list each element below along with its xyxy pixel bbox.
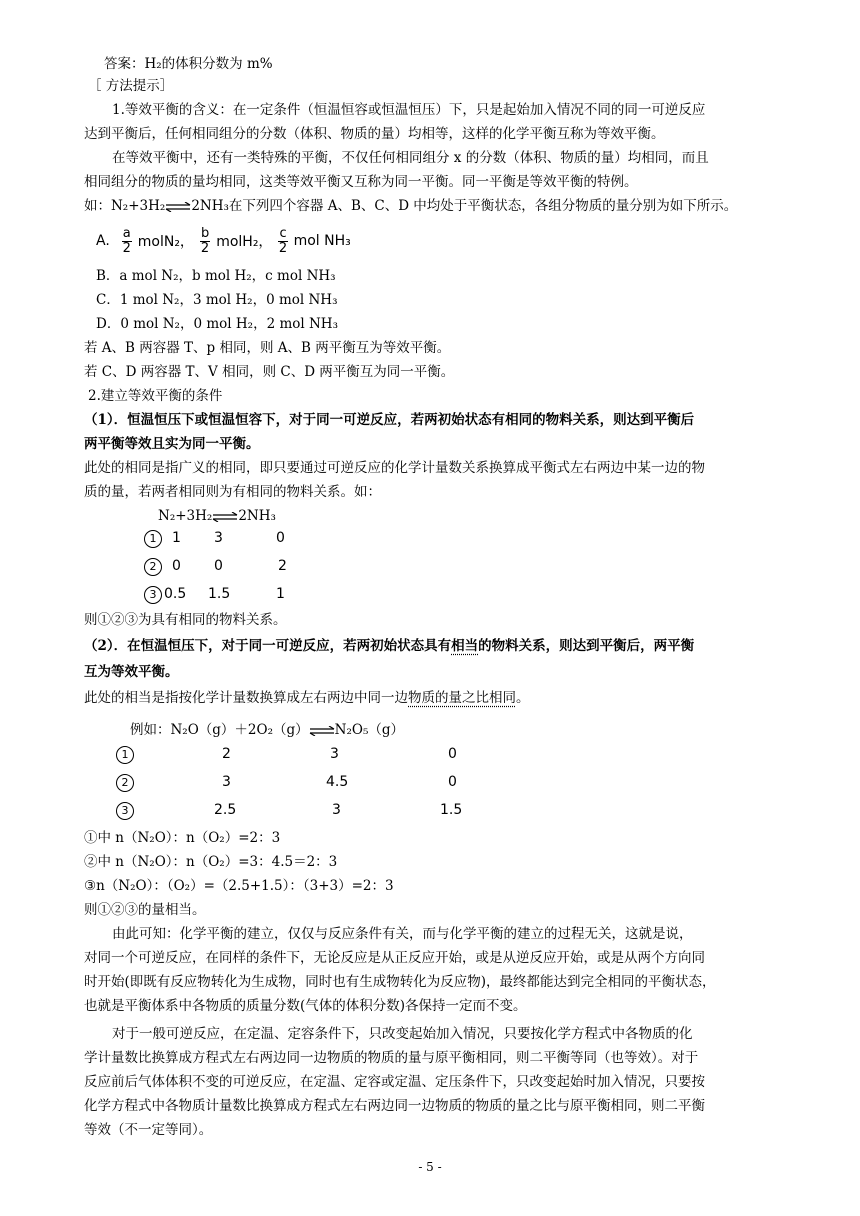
- circled-number: 2: [144, 558, 162, 576]
- circled-number: 2: [116, 774, 134, 792]
- amount-table-2: [116, 746, 476, 826]
- item-c: C．1 mol N₂，3 mol H₂，0 mol NH₃: [96, 292, 338, 308]
- answer-line: 答案：H₂的体积分数为 m%: [104, 56, 273, 72]
- amount-table-1: [144, 530, 344, 610]
- paragraph-line: 质的量，若两者相同则为有相同的物料关系。如：: [84, 484, 381, 500]
- reaction-example-line: [130, 720, 404, 740]
- ratio-line: 则①②③的量相当。: [84, 902, 206, 918]
- condition-2-heading: [84, 636, 694, 656]
- paragraph-line: 若 C、D 两容器 T、V 相同，则 C、D 两平衡互为同一平衡。: [84, 364, 455, 380]
- ratio-line: ①中 n（N₂O）：n（O₂）=2：3: [84, 830, 281, 846]
- item-a-formula: [96, 222, 351, 260]
- emphasis-text: 物质的量之比相同: [408, 690, 516, 706]
- table-cell: 0: [276, 530, 285, 546]
- reaction-example-line: [84, 196, 737, 216]
- unit-text: molN₂，: [137, 234, 194, 250]
- heading-text: （2）．在恒温恒压下，对于同一可逆反应，若两初始状态具有: [84, 638, 452, 654]
- paragraph-line: 1.等效平衡的含义：在一定条件（恒温恒容或恒温恒压）下，只是起始加入情况不同的同一可逆反应: [112, 102, 706, 118]
- table-cell: 0: [214, 558, 223, 574]
- item-b: B．a mol N₂，b mol H₂，c mol NH₃: [96, 268, 336, 284]
- table-cell: 3: [214, 530, 223, 546]
- table-cell: 3: [332, 802, 341, 818]
- table-cell: 1: [172, 530, 181, 546]
- paragraph-line: 此处的相同是指广义的相同，即只要通过可逆反应的化学计量数关系换算成平衡式左右两边中某一边的物: [84, 460, 705, 476]
- reaction-text: 例如：N₂O（g）＋2O₂（g）: [130, 722, 309, 738]
- reaction-text: 2NH₃: [238, 508, 276, 524]
- table-cell: 0: [172, 558, 181, 574]
- paragraph-line: 在等效平衡中，还有一类特殊的平衡，不仅任何相同组分 x 的分数（体积、物质的量）均相同，而且: [112, 150, 709, 166]
- paragraph-line: 相同组分的物质的量均相同，这类等效平衡又互称为同一平衡。同一平衡是等效平衡的特例。: [84, 174, 638, 190]
- table-cell: 2: [278, 558, 287, 574]
- heading-text: 的物料关系，则达到平衡后，两平衡: [478, 638, 695, 654]
- paragraph-line: 则①②③为具有相同的物料关系。: [84, 612, 287, 628]
- paragraph-line: 反应前后气体体积不变的可逆反应，在定温、定容或定温、定压条件下，只改变起始时加入情况，只要按: [84, 1074, 705, 1090]
- condition-2-heading: 互为等效平衡。: [84, 664, 179, 680]
- reaction-text: 如：N₂+3H₂: [84, 198, 166, 214]
- table-cell: 0.5: [164, 586, 187, 602]
- circled-number: 1: [144, 530, 162, 548]
- emphasis-text: 相当: [451, 638, 479, 654]
- paragraph-line: 化学方程式中各物质计量数比换算成方程式左右两边同一边物质的物质的量之比与原平衡相同，则二平衡: [84, 1098, 705, 1114]
- paragraph-line: [84, 688, 530, 708]
- paragraph-text: 。: [516, 690, 530, 706]
- paragraph-line: 若 A、B 两容器 T、p 相同，则 A、B 两平衡互为等效平衡。: [84, 340, 451, 356]
- fraction: $\frac{b}{2}$: [200, 225, 210, 256]
- condition-1-heading: （1）．恒温恒压下或恒温恒容下，对于同一可逆反应，若两初始状态有相同的物料关系，则达到平衡后: [84, 412, 695, 428]
- unit-text: molH₂，: [216, 234, 273, 250]
- paragraph-line: 等效（不一定等同）。: [84, 1122, 213, 1138]
- condition-1-heading: 两平衡等效且实为同一平衡。: [84, 436, 260, 452]
- ratio-line: ②中 n（N₂O）：n（O₂）=3：4.5＝2：3: [84, 854, 338, 870]
- paragraph-line: 也就是平衡体系中各物质的质量分数(气体的体积分数)各保持一定而不变。: [84, 998, 527, 1014]
- fraction: $\frac{c}{2}$: [278, 225, 288, 256]
- method-tip-heading: ［ 方法提示］: [88, 78, 174, 94]
- table-cell: 1.5: [208, 586, 231, 602]
- equilibrium-arrow-icon: [309, 726, 335, 736]
- table-cell: 3: [222, 774, 231, 790]
- paragraph-line: 时开始(即既有反应物转化为生成物，同时也有生成物转化为反应物)，最终都能达到完全相同的平衡状态，: [84, 974, 716, 990]
- table-cell: 0: [448, 774, 457, 790]
- reaction-text: N₂O₅（g）: [334, 722, 405, 738]
- table-cell: 2.5: [214, 802, 237, 818]
- ratio-line: ③n（N₂O）：（O₂）=（2.5+1.5）：（3+3）=2：3: [84, 878, 394, 894]
- section-heading: 2.建立等效平衡的条件: [88, 388, 223, 404]
- unit-text: mol NH₃: [293, 233, 351, 249]
- table-cell: 2: [222, 746, 231, 762]
- paragraph-line: 对同一个可逆反应，在同样的条件下，无论反应是从正反应开始，或是从逆反应开始，或是从两个方向同: [84, 950, 705, 966]
- paragraph-line: 对于一般可逆反应，在定温、定容条件下，只改变起始加入情况，只要按化学方程式中各物质的化: [112, 1026, 693, 1042]
- item-a-label: A.: [96, 233, 110, 249]
- circled-number: 1: [116, 746, 134, 764]
- page-number: - 5 -: [418, 1160, 442, 1174]
- reaction-text: 2NH₃在下列四个容器 A、B、C、D 中均处于平衡状态，各组分物质的量分别为如下所示。: [191, 198, 738, 214]
- equilibrium-arrow-icon: [165, 202, 191, 212]
- fraction: $\frac{a}{2}$: [122, 225, 131, 256]
- reaction-text: N₂+3H₂: [158, 508, 213, 524]
- paragraph-line: 达到平衡后，任何相同组分的分数（体积、物质的量）均相等，这样的化学平衡互称为等效平衡。: [84, 126, 665, 142]
- circled-number: 3: [116, 802, 134, 820]
- paragraph-line: 学计量数比换算成方程式左右两边同一边物质的物质的量与原平衡相同，则二平衡等同（也等效）。对于: [84, 1050, 699, 1066]
- paragraph-text: 此处的相当是指按化学计量数换算成左右两边中同一边: [84, 690, 408, 706]
- equilibrium-arrow-icon: [212, 512, 238, 522]
- table-cell: 3: [330, 746, 339, 762]
- table-cell: 0: [448, 746, 457, 762]
- table-cell: 1.5: [440, 802, 463, 818]
- table-cell: 1: [276, 586, 285, 602]
- table-cell: 4.5: [326, 774, 349, 790]
- item-d: D．0 mol N₂，0 mol H₂，2 mol NH₃: [96, 316, 338, 332]
- paragraph-line: 由此可知：化学平衡的建立，仅仅与反应条件有关，而与化学平衡的建立的过程无关，这就是说，: [112, 926, 693, 942]
- reaction-equation: [158, 506, 276, 526]
- circled-number: 3: [144, 586, 162, 604]
